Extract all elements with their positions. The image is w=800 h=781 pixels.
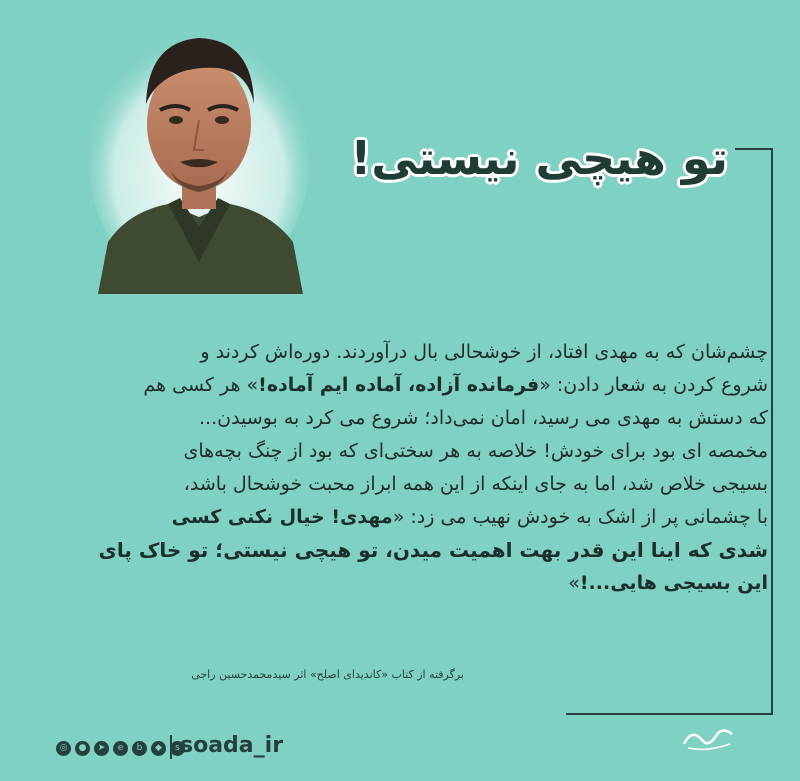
instagram-icon[interactable]: ◎ — [56, 741, 71, 756]
frame-line-top — [735, 148, 773, 150]
footer-divider — [170, 735, 172, 759]
body-segment: مخمصه ای بود برای خودش! خلاصه به هر سختی‌ای که بود از چنگ بچه‌های — [183, 440, 768, 462]
frame-line-bottom — [566, 713, 773, 715]
body-segment: شروع کردن به شعار دادن: « — [539, 374, 768, 396]
body-segment: با چشمانی پر از اشک به خودش نهیب می زد: « — [392, 506, 768, 528]
rubika-icon[interactable]: ◆ — [151, 741, 166, 756]
frame-line-right — [771, 148, 773, 715]
portrait-image — [88, 12, 310, 294]
body-segment: بسیجی خلاص شد، اما به جای اینکه از این همه ابراز محبت خوشحال باشد، — [183, 473, 768, 495]
body-emphasis: شدی که اینا این قدر بهت اهمیت میدن، تو هیچی نیستی؛ تو خاک پای — [98, 538, 768, 562]
soada-logo — [678, 718, 738, 754]
source-citation: برگرفته از کتاب «کاندیدای اصلح» اثر سیدمحمدحسین راجی — [191, 668, 464, 681]
body-emphasis: مهدی! خیال نکنی کسی — [171, 506, 393, 528]
body-segment: » — [568, 572, 580, 594]
aparat-icon[interactable]: ● — [75, 741, 90, 756]
body-emphasis: این بسیجی هایی...! — [579, 572, 768, 594]
body-emphasis: فرمانده آزاده، آماده ایم آماده! — [258, 374, 540, 396]
body-line — [22, 534, 768, 567]
body-segment: که دستش به مهدی می رسید، امان نمی‌داد؛ شروع می کرد به بوسیدن... — [199, 407, 768, 429]
body-text — [22, 336, 768, 600]
body-line — [22, 369, 768, 402]
body-line — [22, 402, 768, 435]
eitaa-icon[interactable]: e — [113, 741, 128, 756]
soroush-icon[interactable]: s — [170, 741, 185, 756]
footer-handle[interactable]: soada_ir — [180, 733, 284, 758]
body-line — [22, 567, 768, 600]
body-segment: » هر کسی هم — [143, 374, 259, 396]
body-line — [22, 468, 768, 501]
body-line — [22, 336, 768, 369]
body-line — [22, 435, 768, 468]
social-icons — [56, 738, 185, 758]
telegram-icon[interactable]: ➤ — [94, 741, 109, 756]
body-line — [22, 501, 768, 534]
bale-icon[interactable]: b — [132, 741, 147, 756]
poster-title: تو هیچی نیستی! — [350, 131, 728, 185]
body-segment: چشم‌شان که به مهدی افتاد، از خوشحالی بال درآوردند. دوره‌اش کردند و — [200, 341, 768, 363]
